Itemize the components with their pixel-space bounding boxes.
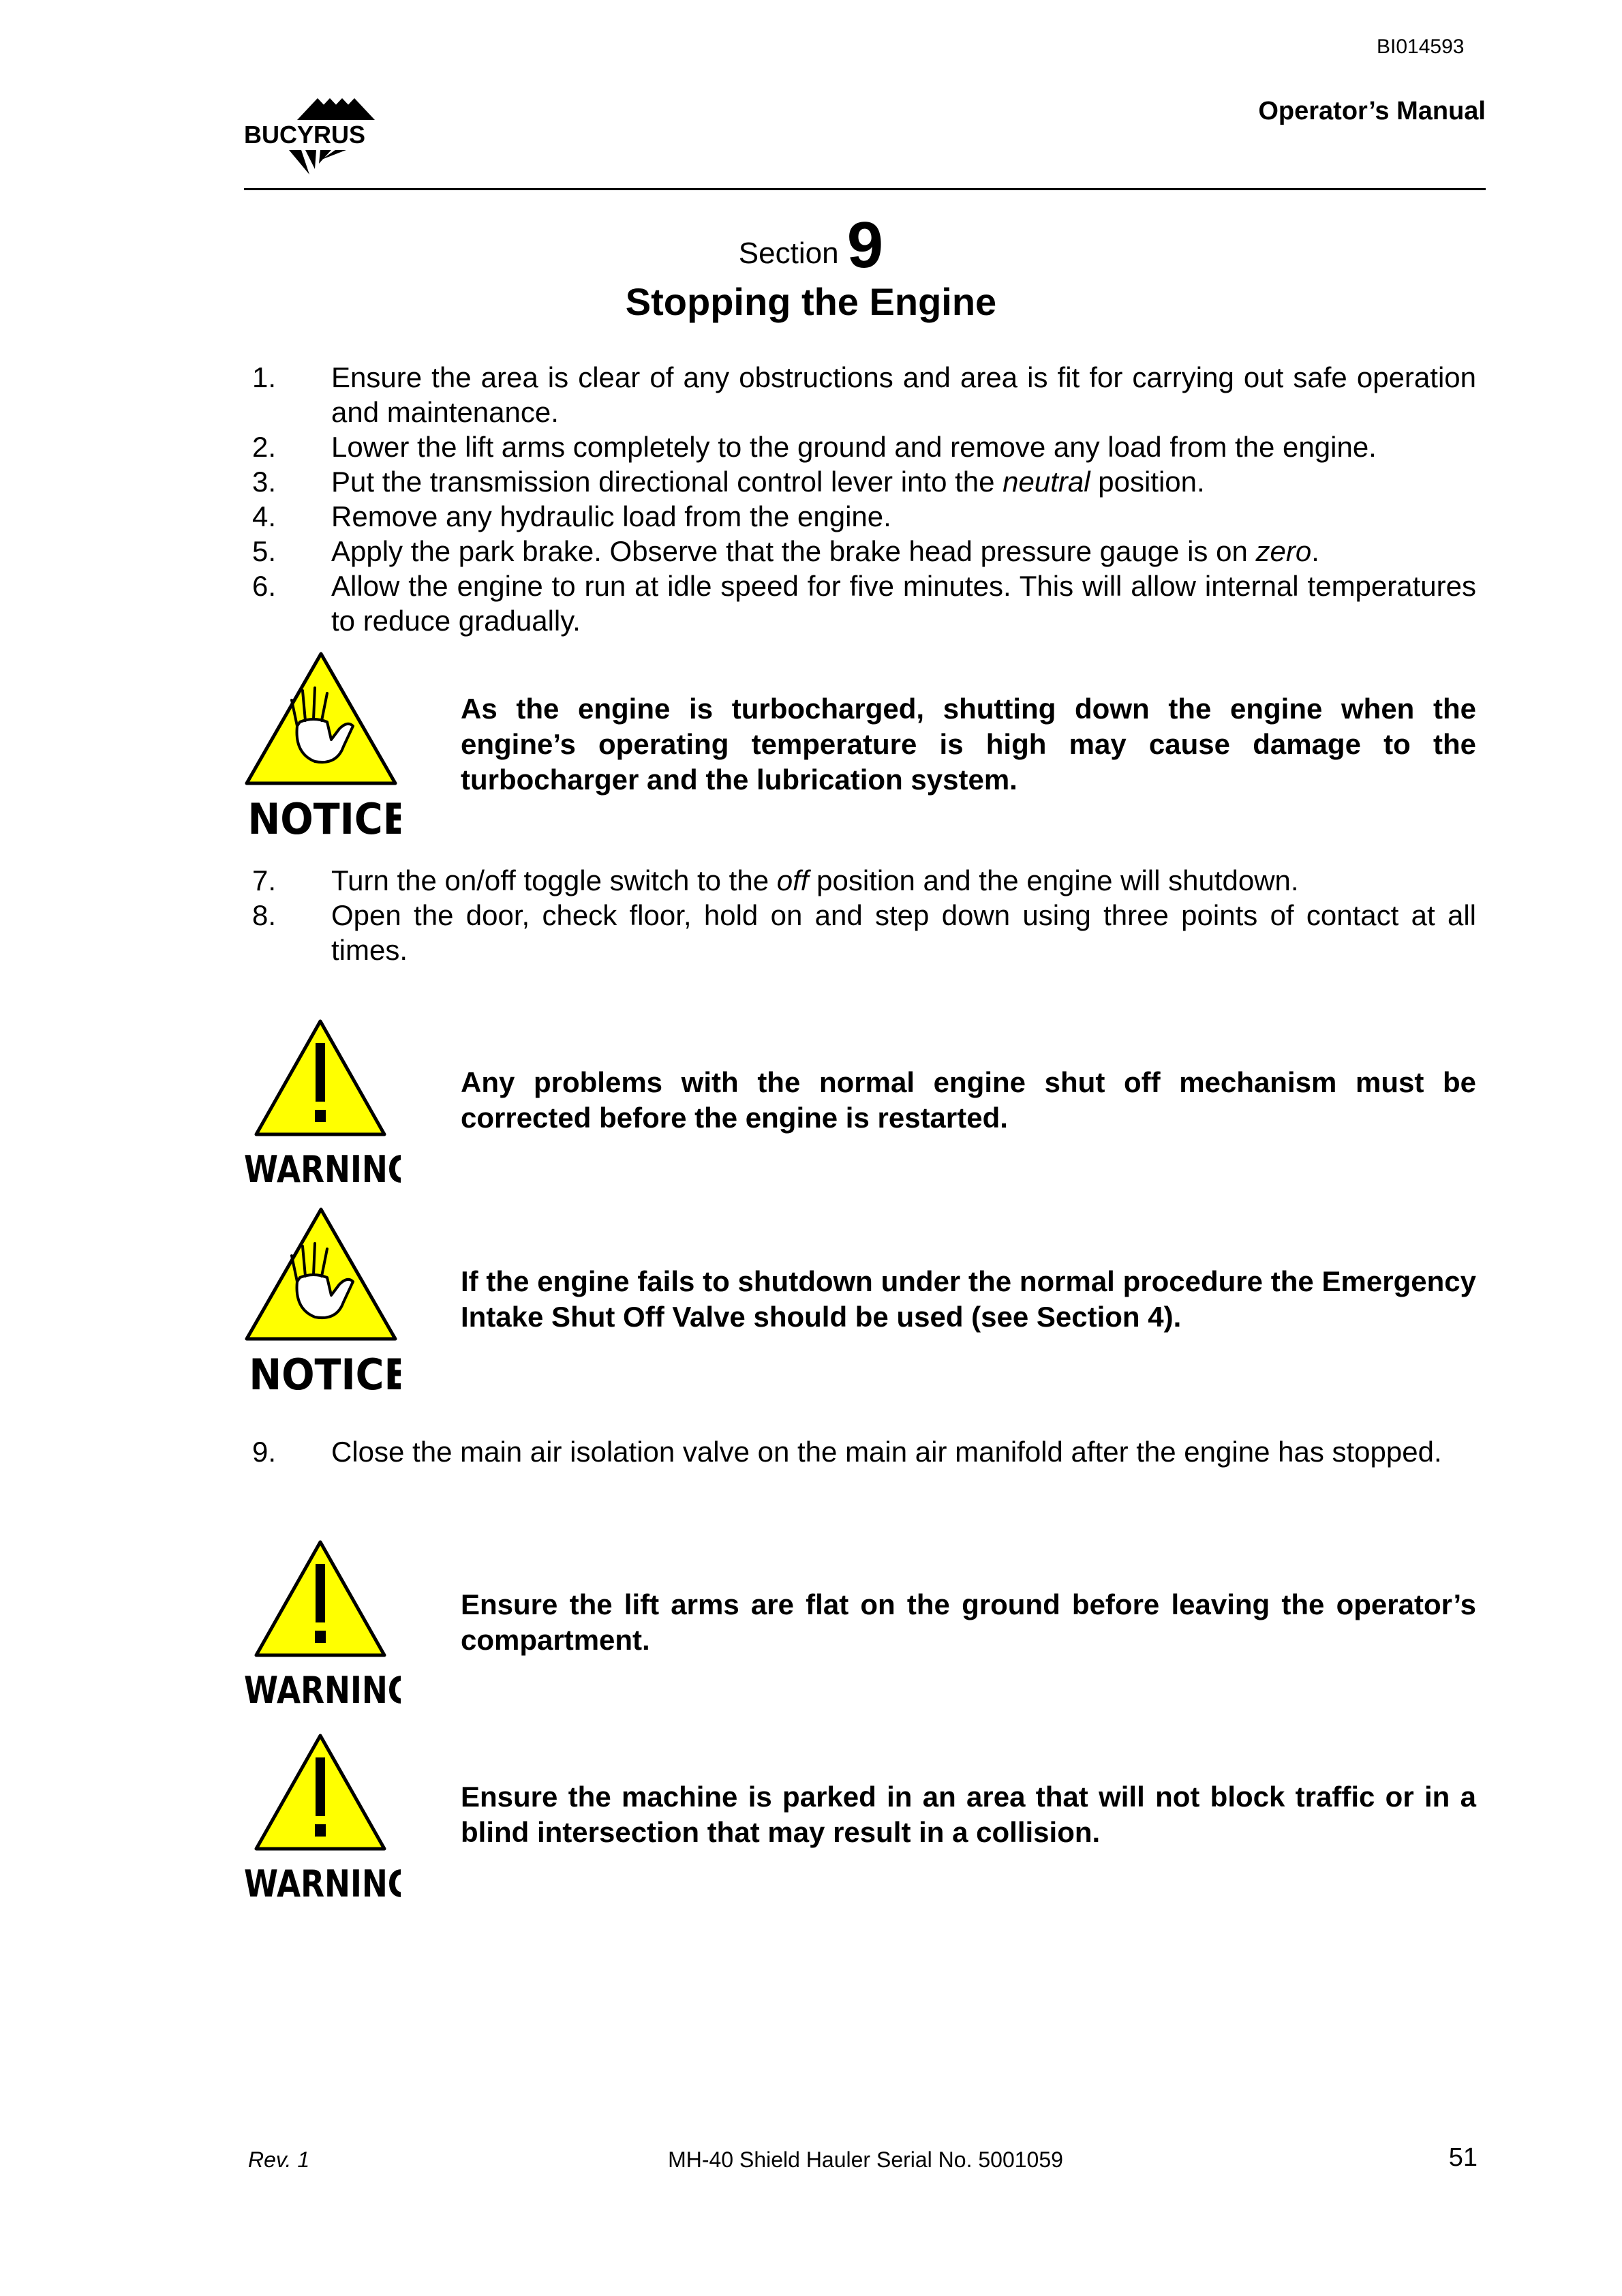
warning-text: Ensure the lift arms are flat on the ground before leaving the operator’s compartment. xyxy=(461,1588,1476,1656)
warning-label: WARNING xyxy=(244,1669,401,1710)
warning-label: WARNING xyxy=(244,1862,401,1903)
step-number: 5. xyxy=(252,535,277,567)
step-text: Turn the on/off toggle switch to the off position and the engine will shutdown. xyxy=(331,864,1299,896)
notice-label: NOTICE xyxy=(249,1350,401,1398)
warning-text: Ensure the machine is parked in an area that will not block traffic or in a blind intersection that may result in a collision. xyxy=(461,1781,1476,1848)
bucyrus-logo xyxy=(244,95,386,184)
footer-revision: Rev. 1 xyxy=(248,2147,310,2172)
step-text: Ensure the area is clear of any obstructions and area is fit for carrying out safe operation and maintenance. xyxy=(331,361,1476,428)
notice-text: As the engine is turbocharged, shutting down the engine when the engine’s operating temperature is high may cause damage to the turbocharger and the lubrication system. xyxy=(461,693,1476,796)
step-text: Open the door, check floor, hold on and step down using three points of contact at all times. xyxy=(331,899,1476,966)
manual-title: Operator’s Manual xyxy=(1258,97,1486,125)
step-text: Put the transmission directional control lever into the neutral position. xyxy=(331,466,1205,498)
document-id: BI014593 xyxy=(1377,35,1465,58)
warning-icon xyxy=(244,1539,401,1713)
step-number: 6. xyxy=(252,570,277,602)
step-text: Remove any hydraulic load from the engine. xyxy=(331,500,891,532)
notice-icon xyxy=(244,651,401,845)
step-number: 8. xyxy=(252,899,277,931)
notice-label: NOTICE xyxy=(247,795,401,842)
step-text: Allow the engine to run at idle speed for five minutes. This will allow internal temperatures to reduce gradually. xyxy=(331,570,1476,637)
step-text: Lower the lift arms completely to the ground and remove any load from the engine. xyxy=(331,431,1377,463)
step-number: 9. xyxy=(252,1436,277,1468)
step-text: Apply the park brake. Observe that the brake head pressure gauge is on zero. xyxy=(331,535,1319,567)
step-number: 4. xyxy=(252,500,277,532)
step-number: 1. xyxy=(252,361,277,393)
warning-icon xyxy=(244,1733,401,1907)
notice-text: If the engine fails to shutdown under the normal procedure the Emergency Intake Shut Off Valve should be used (see Section 4). xyxy=(461,1265,1476,1333)
warning-icon xyxy=(244,1018,401,1192)
footer-model: MH-40 Shield Hauler Serial No. 5001059 xyxy=(668,2147,1063,2172)
page-number: 51 xyxy=(1448,2143,1478,2172)
header-rule xyxy=(244,188,1486,190)
page-title: Stopping the Engine xyxy=(625,280,997,323)
logo-text: BUCYRUS xyxy=(244,121,366,149)
warning-text: Any problems with the normal engine shut off mechanism must be corrected before the engine is restarted. xyxy=(461,1066,1476,1134)
section-number: 9 xyxy=(846,209,884,282)
warning-label: WARNING xyxy=(244,1148,401,1189)
step-text: Close the main air isolation valve on the main air manifold after the engine has stopped. xyxy=(331,1436,1442,1468)
section-label: Section xyxy=(738,237,839,270)
step-number: 3. xyxy=(252,466,277,498)
step-number: 7. xyxy=(252,864,277,896)
section-heading xyxy=(0,209,1622,282)
step-number: 2. xyxy=(252,431,277,463)
notice-icon xyxy=(244,1207,401,1401)
